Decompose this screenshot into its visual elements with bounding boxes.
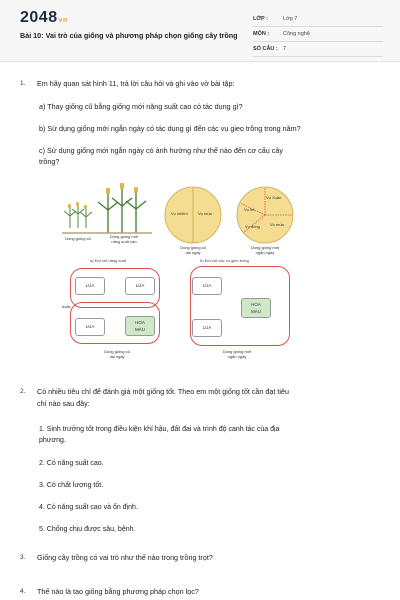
lesson-title: Bài 10: Vai trò của giống và phương pháp chọn giống cây trồng [20, 31, 238, 40]
question-1c-line1: c) Sử dụng giống mới ngắn ngày có ảnh hưởng như thế nào đến cơ cấu cây [39, 146, 283, 155]
pie1-slice-chiem: Vụ chiêm [171, 211, 188, 216]
meta-class: LỚP : Lớp 7 [253, 12, 383, 27]
site-logo[interactable]: 2048vn [20, 9, 68, 26]
box-lua-1: LÚA [75, 277, 105, 295]
pie2-slice-xuan: Vụ Xuân [266, 195, 282, 200]
pie2-slice-dong: Vụ đông [245, 224, 260, 229]
caption-a: a) Đối với năng suất [90, 258, 126, 263]
box-lua-2: LÚA [125, 277, 155, 295]
label-or: hoặc [62, 304, 71, 309]
option-2: 2. Có năng suất cao. [39, 460, 104, 467]
page-header [0, 0, 400, 62]
option-3: 3. Có chất lượng tốt. [39, 482, 104, 489]
box-lua-5: LÚA [192, 319, 222, 337]
box-lua-4: LÚA [192, 277, 222, 295]
meta-subject: MÔN : Công nghệ [253, 27, 383, 42]
question-1b: b) Sử dụng giống mới ngắn ngày có tác dụng gì đến các vụ gieo trồng trong năm? [39, 124, 301, 133]
pie1-slice-mua: Vụ mùa [198, 211, 212, 216]
box-hoa-mau-1: HOA MÀU [125, 316, 155, 336]
pie-new-varieties [237, 187, 293, 243]
figure-11 [60, 178, 300, 378]
question-1a: a) Thay giống cũ bằng giống mới năng suất cao có tác dụng gì? [39, 102, 243, 111]
meta-question-count: SỐ CÂU : 7 [253, 42, 383, 57]
box-hoa-mau-2: HOA MÀU [241, 298, 271, 318]
label-pie-new: Dùng giống mới ngắn ngày [250, 245, 280, 255]
option-5: 5. Chống chịu được sâu, bệnh. [39, 526, 136, 533]
corn-plants-old [64, 206, 92, 228]
caption-b: b) Đối với các vụ gieo trồng [200, 258, 249, 263]
label-bottom-new: Dùng giống mới ngắn ngày [222, 349, 252, 359]
box-lua-3: LÚA [75, 318, 105, 336]
option-1-line1: 1. Sinh trưởng tốt trong điều kiện khí hậu, đất đai và trình độ canh tác của địa [39, 426, 280, 433]
question-1c-line2: trồng? [39, 157, 60, 166]
option-4: 4. Có năng suất cao và ổn định. [39, 504, 138, 511]
label-new-high-yield: Dùng giống mới năng suất cao [109, 234, 139, 244]
pie2-slice-mua: Vụ mùa [270, 222, 284, 227]
lesson-meta [253, 12, 383, 57]
label-bottom-old: Dùng giống cũ dài ngày [104, 349, 130, 359]
label-old-variety: Dùng giống cũ [65, 236, 91, 241]
option-1-line2: phương. [39, 437, 66, 444]
corn-plants-new [98, 188, 146, 233]
pie2-slice-he: Vụ hè [244, 207, 255, 212]
label-pie-old: Dùng giống cũ dài ngày [180, 245, 206, 255]
